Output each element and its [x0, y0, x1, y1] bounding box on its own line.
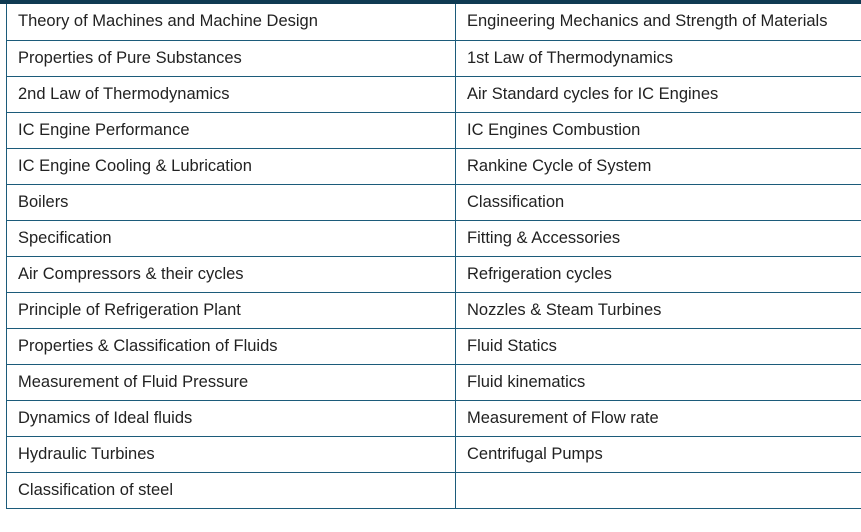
table-cell: Fluid kinematics	[456, 364, 861, 400]
table-cell: Fitting & Accessories	[456, 220, 861, 256]
table-cell: Air Standard cycles for IC Engines	[456, 76, 861, 112]
table-row	[7, 184, 861, 220]
table-cell: IC Engine Cooling & Lubrication	[7, 148, 456, 184]
table-cell: 2nd Law of Thermodynamics	[7, 76, 456, 112]
table-cell: IC Engine Performance	[7, 112, 456, 148]
table-cell: Engineering Mechanics and Strength of Materials	[456, 4, 861, 40]
table-cell: Theory of Machines and Machine Design	[7, 4, 456, 40]
table-row	[7, 256, 861, 292]
table-cell: Air Compressors & their cycles	[7, 256, 456, 292]
table-row	[7, 472, 861, 508]
table-cell: Measurement of Flow rate	[456, 400, 861, 436]
table-row	[7, 76, 861, 112]
table-cell: Classification	[456, 184, 861, 220]
table-cell: Refrigeration cycles	[456, 256, 861, 292]
syllabus-topics-table	[6, 4, 861, 509]
table-row	[7, 400, 861, 436]
table-cell: Centrifugal Pumps	[456, 436, 861, 472]
table-row	[7, 112, 861, 148]
table-cell: Hydraulic Turbines	[7, 436, 456, 472]
table-row	[7, 364, 861, 400]
table-cell: Principle of Refrigeration Plant	[7, 292, 456, 328]
table-row	[7, 436, 861, 472]
table-cell: Properties & Classification of Fluids	[7, 328, 456, 364]
table-row	[7, 220, 861, 256]
table-row	[7, 148, 861, 184]
table-cell-empty	[456, 472, 861, 508]
table-row	[7, 40, 861, 76]
table-row	[7, 4, 861, 40]
table-cell: Rankine Cycle of System	[456, 148, 861, 184]
table-body	[7, 4, 861, 508]
table-cell: Classification of steel	[7, 472, 456, 508]
table-cell: Nozzles & Steam Turbines	[456, 292, 861, 328]
table-cell: Properties of Pure Substances	[7, 40, 456, 76]
table-cell: Fluid Statics	[456, 328, 861, 364]
table-cell: Boilers	[7, 184, 456, 220]
table-cell: 1st Law of Thermodynamics	[456, 40, 861, 76]
table-row	[7, 328, 861, 364]
table-cell: IC Engines Combustion	[456, 112, 861, 148]
table-cell: Measurement of Fluid Pressure	[7, 364, 456, 400]
table-cell: Specification	[7, 220, 456, 256]
table-row	[7, 292, 861, 328]
table-cell: Dynamics of Ideal fluids	[7, 400, 456, 436]
